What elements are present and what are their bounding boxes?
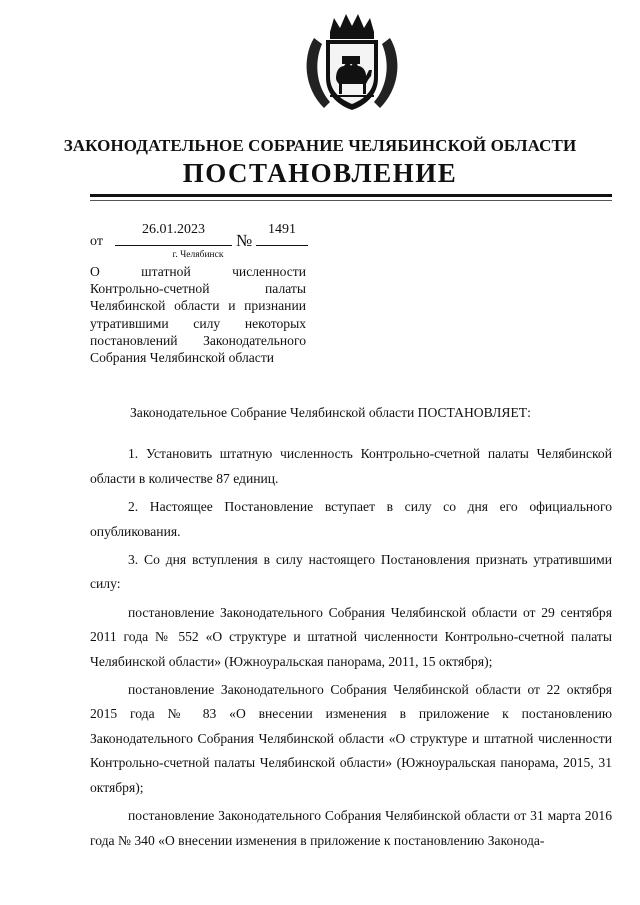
repealed-resolution: постановление Законодательного Собрания Челябинской области от 31 марта 2016 года № 340 «О внесении изменения в приложение к постановлению Законода- bbox=[90, 808, 612, 848]
city-label: г. Челябинск bbox=[172, 250, 224, 260]
resolution-item: 1. Установить штатную численность Контрольно-счетной палаты Челябинской области в количестве 87 единиц. bbox=[90, 446, 612, 486]
repealed-resolution: постановление Законодательного Собрания Челябинской области от 22 октября 2015 года № 83 «О внесении изменения в приложение к постановлению Законодательного Собрания Челябинской области «О структуре и штатной численности Контрольно-счетной палаты Челябинской области» (Южноуральская панорама, 2015, 31 октября); bbox=[90, 682, 612, 795]
repealed-resolution: постановление Законодательного Собрания Челябинской области от 29 сентября 2011 года № 552 «О структуре и штатной численности Контрольно-счетной палаты Челябинской области» (Южноуральская панорама, 2011, 15 октября); bbox=[90, 604, 612, 669]
resolution-item: 3. Со дня вступления в силу настоящего Постановления признать утратившими силу: bbox=[90, 552, 612, 592]
document-number: 1491 bbox=[256, 222, 308, 246]
header-divider-thick bbox=[90, 194, 612, 197]
organization-name: ЗАКОНОДАТЕЛЬНОЕ СОБРАНИЕ ЧЕЛЯБИНСКОЙ ОБЛАСТИ bbox=[63, 136, 577, 155]
date-label: от bbox=[90, 234, 103, 249]
resolution-item: 2. Настоящее Постановление вступает в силу со дня его официального опубликования. bbox=[90, 499, 612, 539]
coat-of-arms-icon bbox=[296, 12, 408, 114]
document-title: О штатной численности Контрольно-счетной палаты Челябинской области и признании утратившими силу некоторых постановлений Законодательного Собрания Челябинской области bbox=[90, 264, 306, 366]
document-date: 26.01.2023 bbox=[115, 222, 232, 246]
number-label: № bbox=[236, 231, 253, 250]
document-type: ПОСТАНОВЛЕНИЕ bbox=[182, 158, 458, 188]
header-divider-thin bbox=[90, 200, 612, 201]
document-body bbox=[90, 401, 612, 857]
resolution-intro: Законодательное Собрание Челябинской области ПОСТАНОВЛЯЕТ: bbox=[130, 405, 531, 420]
